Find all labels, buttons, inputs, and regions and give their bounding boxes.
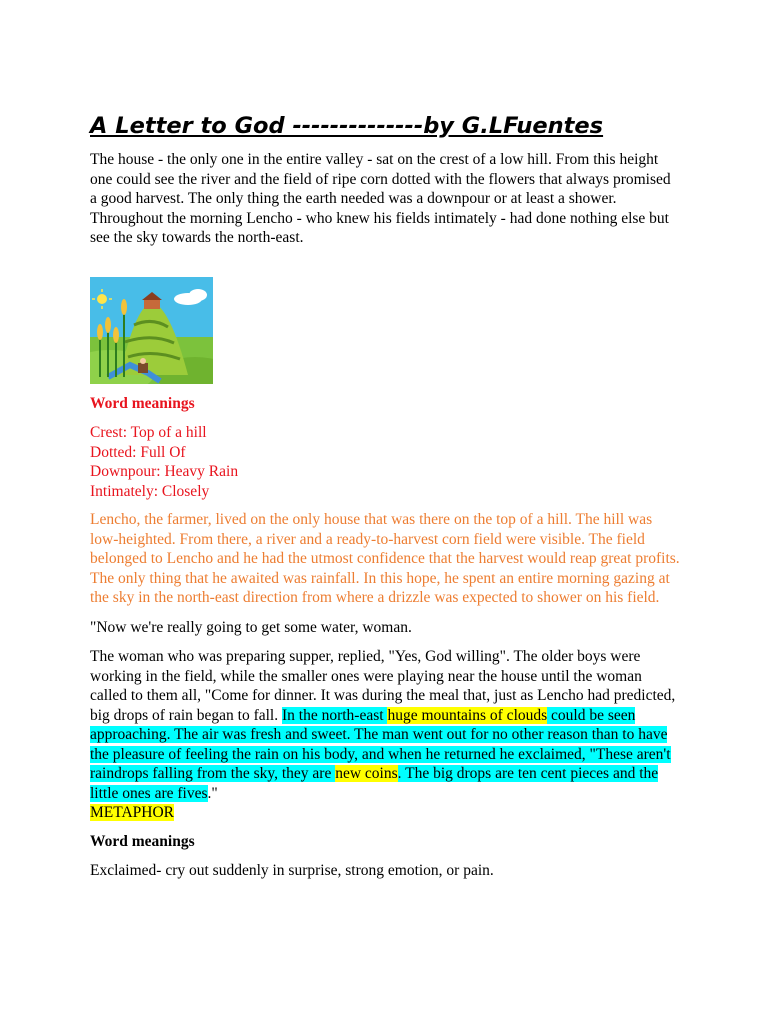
word-meaning-item: Intimately: Closely <box>90 482 210 500</box>
word-meaning-item: Dotted: Full Of <box>90 443 186 461</box>
word-meanings-heading: Word meanings <box>90 394 195 412</box>
paragraph-rain <box>90 647 680 803</box>
farm-hill-illustration <box>90 277 213 384</box>
summary-paragraph: Lencho, the farmer, lived on the only house that was there on the top of a hill. The hill was low-heighted. From there, a river and a ready-to-harvest corn field were visible. The field belonged to Lencho and he had the utmost confidence that the harvest would reap great profits. The only thing that he awaited was rainfall. In this hope, he spent an entire morning gazing at the sky in the north-east direction from where a drizzle was expected to shower on his field. <box>90 511 680 606</box>
highlight-cyan: could be seen approaching. The air was fresh and sweet. The man went out for no other reason than to have the pleasure of feeling the rain on his body, and when he returned he exclaimed, "These aren't raindrops falling from the sky, they are <box>90 706 671 782</box>
word-meaning-exclaimed: Exclaimed- cry out suddenly in surprise, strong emotion, or pain. <box>90 862 494 879</box>
word-meaning-item: Downpour: Heavy Rain <box>90 463 239 480</box>
highlight-cyan: . The big drops are ten cent pieces and the little ones are fives <box>90 765 659 802</box>
paragraph-rain-tail: ." <box>207 784 218 802</box>
highlight-cyan: In the north-east <box>281 706 388 724</box>
word-meaning-item: Crest: Top of a hill <box>90 424 207 441</box>
quote-paragraph: "Now we're really going to get some water, woman. <box>90 618 412 636</box>
metaphor-line <box>90 803 680 823</box>
word-meanings-heading-2: Word meanings <box>90 832 195 850</box>
highlight-yellow: new coins <box>335 765 398 782</box>
document-body <box>90 112 680 881</box>
document-title: A Letter to God --------------by G.LFuentes <box>90 113 604 139</box>
highlight-yellow: huge mountains of clouds <box>387 706 548 724</box>
paragraph-rain-text: The woman who was preparing supper, replied, "Yes, God willing". The older boys were working in the field, while the smaller ones were playing near the house until the woman called to them all, "Come for dinner. It was during the meal that, just as Lencho had predicted, big drops of rain began to fall. <box>90 648 676 724</box>
paragraph-intro: The house - the only one in the entire valley - sat on the crest of a low hill. From this height one could see the river and the field of ripe corn dotted with the flowers that always promised a good harvest. The only thing the earth needed was a downpour or at least a shower. Throughout the morning Lencho - who knew his fields intimately - had done nothing else but see the sky towards the north-east. <box>90 151 671 246</box>
metaphor-label: METAPHOR <box>90 804 175 821</box>
word-meanings-list <box>90 423 680 501</box>
